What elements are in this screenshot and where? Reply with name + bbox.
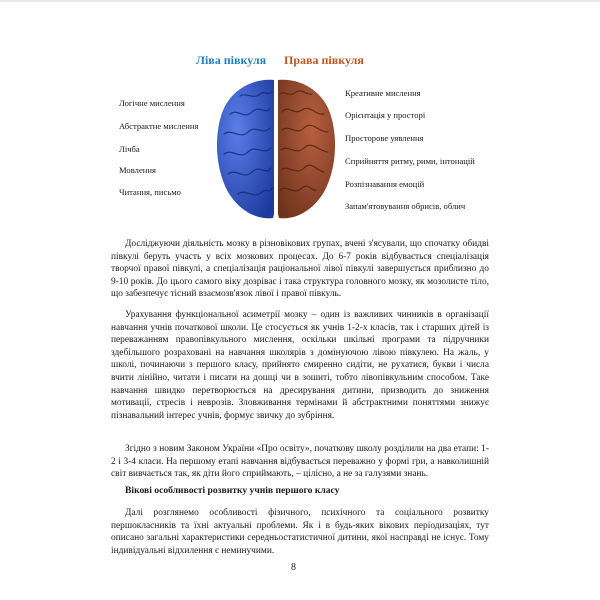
left-function-item: Лічба xyxy=(119,144,140,154)
left-function-item: Читання, письмо xyxy=(119,187,181,197)
brain-illustration xyxy=(210,74,344,222)
left-hemisphere-title: Ліва півкуля xyxy=(196,53,267,67)
left-function-item: Мовлення xyxy=(119,165,156,175)
section-heading: Вікові особливості розвитку учнів першого класу xyxy=(125,485,340,496)
right-function-item: Розпізнавання емоцій xyxy=(345,179,425,189)
body-paragraph: Досліджуючи діяльність мозку в різновікових групах, вчені з'ясували, що спочатку обидві півкулі беруть участь у всіх мозкових процесах. До 6-7 років відбувається спеціалізація творчої правої півкулі, а спеціалізація раціональної лівої півкулі завершується приблизно до 9-10 років. До цього самого віку дозріває і така структура головного мозку, як мозолисте тіло, що забезпечує тісний взаємозв'язок лівої і правої півкуль. xyxy=(111,239,489,300)
page-number: 8 xyxy=(291,562,296,573)
left-function-item: Логічне мислення xyxy=(119,98,185,108)
right-function-item: Орієнтація у просторі xyxy=(345,110,426,120)
body-paragraph: Далі розглянемо особливості фізичного, психічного та соціального розвитку першокласників та їхні актуальні проблеми. Як і в будь-яких вікових періодизаціях, тут описано загальні характеристики середньостатистичної дитини, якої насправді не існує. Тому індивідуальні відхилення є неминучими. xyxy=(111,508,489,556)
right-hemisphere-title: Права півкуля xyxy=(284,53,364,67)
body-paragraph: Урахування функціональної асиметрії мозку – один із важливих чинників в організації навчання учнів початкової школи. Це стосується як учнів 1-2-х класів, так і старших дітей із переважанням правопівкульного мислення, оскільки шкільні програми та підручники здебільшого розраховані на навчання школярів з домінуючою лівою півкулею. На жаль, у школі, починаючи з першого класу, прийнято смиренно сидіти, не рухатися, букви і числа вчити лінійно, читати і писати на дошці чи в зошиті, тобто лівопівкульним способом. Таке навчання швидко перетворюється на дресирування дитини, призводить до зниження мотивації, стресів і неврозів. Зловживання термінами й абстрактними поняттями знижує пізнавальний інтерес учнів, формує звичку до зубріння. xyxy=(111,310,489,421)
right-function-item: Сприйняття ритму, рими, інтонацій xyxy=(345,156,475,166)
right-function-item: Креативне мислення xyxy=(345,88,421,98)
page-top-border xyxy=(0,0,600,2)
body-paragraph: Згідно з новим Законом України «Про освіту», початкову школу розділили на два етапи: 1-2 і 3-4 класи. На першому етапі навчання відбувається переважно у формі гри, а навколишній світ вивчається так, як діти його сприймають, – цілісно, а не за галузями знань. xyxy=(111,444,489,480)
right-function-item: Запам'ятовування обрисів, облич xyxy=(345,201,466,211)
right-function-item: Просторове уявлення xyxy=(345,133,424,143)
left-function-item: Абстрактне мислення xyxy=(119,121,199,131)
left-hemisphere xyxy=(217,80,274,218)
